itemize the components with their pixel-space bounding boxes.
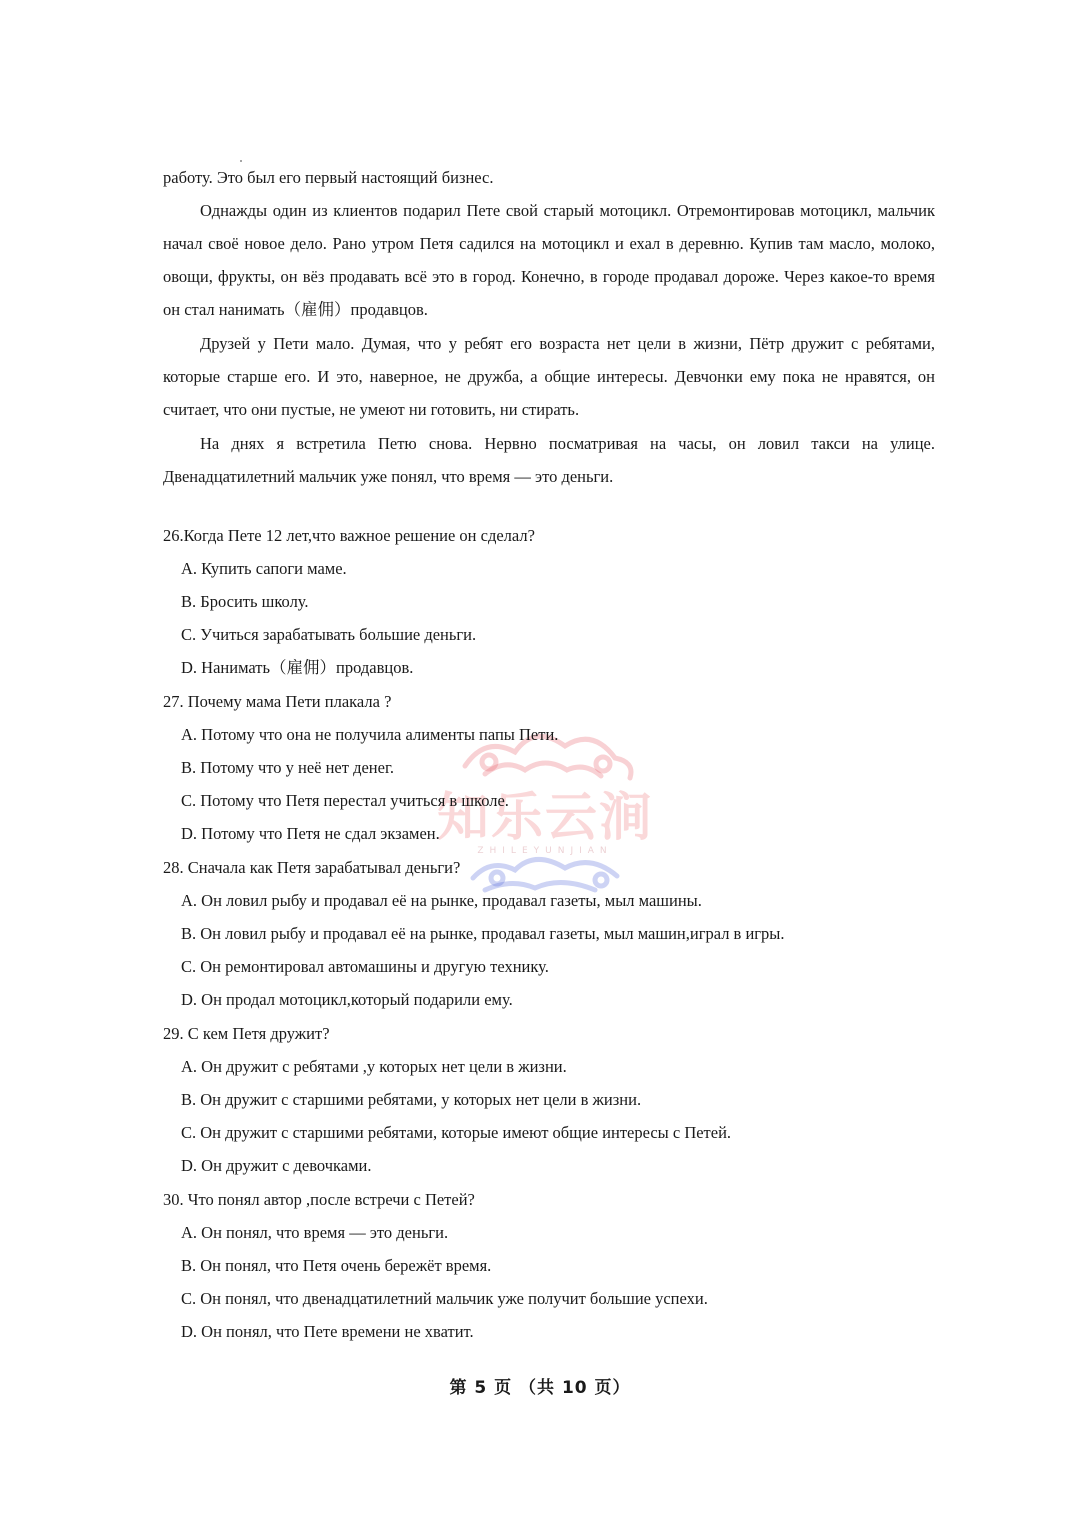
question-30-option-d: D. Он понял, что Пете времени не хватит. [181, 1322, 474, 1341]
question-30-option-a: A. Он понял, что время — это деньги. [181, 1223, 449, 1242]
question-26-option-c: C. Учиться зарабатывать большие деньги. [181, 625, 477, 644]
passage-paragraph-3: Друзей у Пети мало. Думая, что у ребят его возраста нет цели в жизни, Пётр дружит с ребятами, которые старше его. И это, наверное, не дружба, а общие интересы. Девчонки ему пока не нравятся, он считает, что они пустые, не умеют ни готовить, ни стирать. [163, 334, 935, 419]
question-28-option-b: B. Он ловил рыбу и продавал её на рынке, продавал газеты, мыл машин,играл в игры. [181, 924, 785, 943]
question-27-option-d: D. Потому что Петя не сдал экзамен. [181, 824, 440, 843]
question-28-option-c: C. Он ремонтировал автомашины и другую технику. [181, 957, 549, 976]
passage-paragraph-1: работу. Это был его первый настоящий бизнес. [163, 168, 494, 187]
question-27: 27. Почему мама Пети плакала ? [163, 692, 392, 711]
question-30: 30. Что понял автор ,после встречи с Петей? [163, 1190, 475, 1209]
question-26-option-d: D. Нанимать（雇佣）продавцов. [181, 658, 414, 677]
question-29: 29. С кем Петя дружит? [163, 1024, 330, 1043]
watermark-text: 知乐云涧 [436, 788, 653, 848]
question-29-option-c: C. Он дружит с старшими ребятами, которые имеют общие интересы с Петей. [181, 1123, 732, 1142]
passage-paragraph-4: На днях я встретила Петю снова. Нервно посматривая на часы, он ловил такси на улице. Двенадцатилетний мальчик уже понял, что время — это деньги. [163, 434, 935, 486]
question-26-option-a: A. Купить сапоги маме. [181, 559, 347, 578]
page-number: 第 5 页 （共 10 页） [449, 1378, 631, 1398]
question-26-option-b: B. Бросить школу. [181, 592, 309, 611]
watermark-subtext: ZHILEYUNJIAN [477, 846, 613, 856]
passage-paragraph-2: Однажды один из клиентов подарил Пете свой старый мотоцикл. Отремонтировав мотоцикл, мальчик начал своё новое дело. Рано утром Петя садился на мотоцикл и ехал в деревню. Купив там масло, молоко, овощи, фрукты, он вёз продавать всё это в город. Конечно, в городе продавал дороже. Через какое-то время он стал нанимать（雇佣）продавцов. [163, 201, 935, 319]
question-29-option-a: A. Он дружит с ребятами ,у которых нет цели в жизни. [181, 1057, 567, 1076]
question-26: 26.Когда Пете 12 лет,что важное решение он сделал? [163, 526, 535, 545]
question-30-option-c: C. Он понял, что двенадцатилетний мальчик уже получит большие успехи. [181, 1289, 708, 1308]
question-30-option-b: B. Он понял, что Петя очень бережёт время. [181, 1256, 492, 1275]
question-29-option-b: B. Он дружит с старшими ребятами, у которых нет цели в жизни. [181, 1090, 642, 1109]
question-27-option-c: C. Потому что Петя перестал учиться в школе. [181, 791, 509, 810]
question-29-option-d: D. Он дружит с девочками. [181, 1156, 372, 1175]
question-28-option-a: A. Он ловил рыбу и продавал её на рынке, продавал газеты, мыл машины. [181, 891, 702, 910]
question-27-option-a: A. Потому что она не получила алименты папы Пети. [181, 725, 559, 744]
question-28: 28. Сначала как Петя зарабатывал деньги? [163, 858, 461, 877]
question-28-option-d: D. Он продал мотоцикл,который подарили ему. [181, 990, 513, 1009]
question-27-option-b: B. Потому что у неё нет денег. [181, 758, 394, 777]
